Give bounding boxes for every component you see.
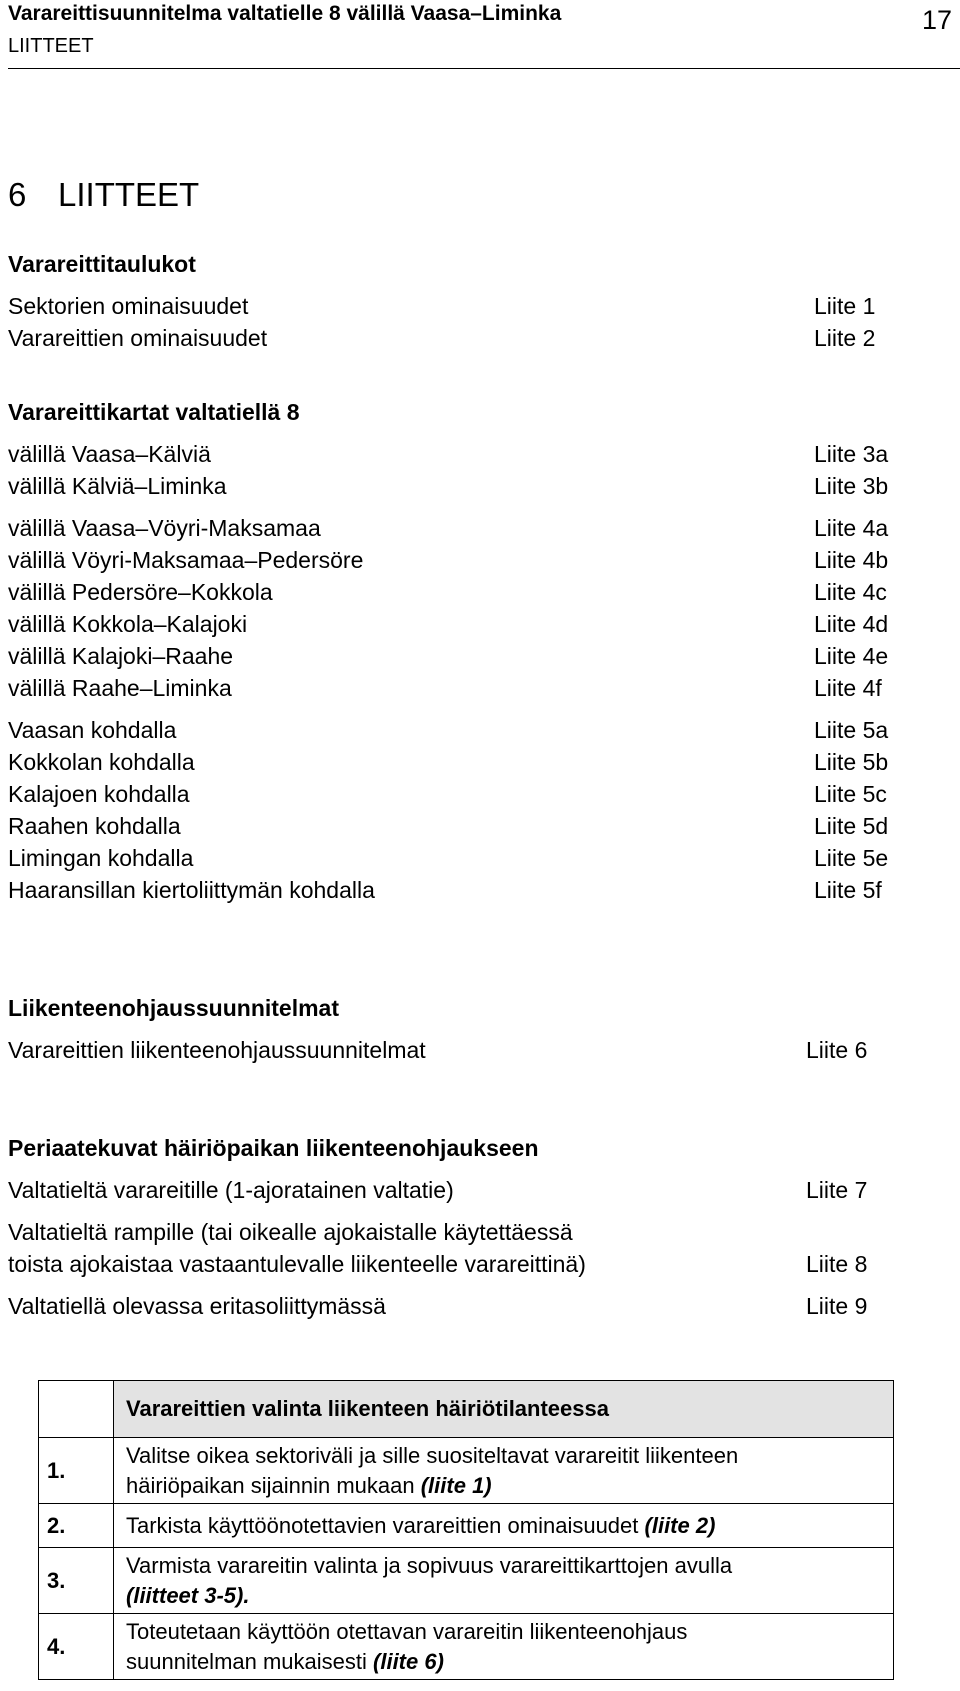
- appendix-label: Raahen kohdalla: [8, 813, 181, 839]
- appendix-label: välillä Vöyri-Maksamaa–Pedersöre: [8, 547, 364, 573]
- appendix-label: välillä Kalajoki–Raahe: [8, 643, 234, 669]
- appendix-ref: Liite 3b: [814, 473, 889, 499]
- appendix-row: [8, 512, 892, 544]
- appendix-ref: Liite 5d: [814, 813, 889, 839]
- appendix-row: [8, 874, 892, 906]
- step-text-line: Varmista varareitin valinta ja sopivuus varareittikarttojen avulla: [126, 1552, 733, 1578]
- step-text-line: Toteutetaan käyttöön otettavan varareitin liikenteenohjaus: [126, 1618, 688, 1644]
- appendix-ref: Liite 5e: [814, 845, 889, 871]
- appendix-label: Haaransillan kiertoliittymän kohdalla: [8, 877, 375, 903]
- step-text-line: suunnitelman mukaisesti: [126, 1648, 374, 1674]
- appendix-label: välillä Vaasa–Vöyri-Maksamaa: [8, 515, 321, 541]
- appendix-ref: Liite 6: [806, 1037, 868, 1063]
- appendix-ref: Liite 5a: [814, 717, 889, 743]
- section-title: Varareittikartat valtatiellä 8: [8, 399, 300, 425]
- appendix-ref: Liite 1: [814, 293, 876, 319]
- box-heading-spacer: [39, 1381, 114, 1438]
- step-ref: (liite 6): [373, 1648, 444, 1674]
- appendix-ref: Liite 4a: [814, 515, 889, 541]
- appendix-label: Sektorien ominaisuudet: [8, 293, 249, 319]
- appendix-row: [8, 438, 892, 470]
- chapter-heading: [8, 176, 199, 214]
- maps-section: [8, 396, 892, 906]
- appendix-ref: Liite 7: [806, 1177, 868, 1203]
- box-step-row: [39, 1438, 894, 1504]
- step-number: 3.: [39, 1548, 114, 1614]
- box-heading: Varareittien valinta liikenteen häiriötilanteessa: [114, 1381, 894, 1438]
- running-header-section: LIITTEET: [8, 35, 94, 57]
- appendix-ref: Liite 4d: [814, 611, 889, 637]
- running-header-title: Varareittisuunnitelma valtatielle 8 välillä Vaasa–Liminka: [8, 2, 562, 25]
- step-text-line: Tarkista käyttöönotettavien varareittien ominaisuudet: [126, 1512, 645, 1538]
- appendix-label: välillä Kokkola–Kalajoki: [8, 611, 248, 637]
- appendix-row: [8, 470, 892, 502]
- appendix-row: [8, 1290, 892, 1322]
- appendix-label: Valtatieltä rampille (tai oikealle ajokaistalle käytettäessä: [8, 1219, 573, 1245]
- appendix-ref: Liite 5f: [814, 877, 882, 903]
- appendix-ref: Liite 2: [814, 325, 876, 351]
- appendix-label: Varareittien liikenteenohjaussuunnitelmat: [8, 1037, 426, 1063]
- appendix-row: [8, 714, 892, 746]
- box-heading-row: [39, 1381, 894, 1438]
- appendix-ref: Liite 4e: [814, 643, 889, 669]
- appendix-ref: Liite 3a: [814, 441, 889, 467]
- appendix-row: [8, 672, 892, 704]
- appendix-label: välillä Vaasa–Kälviä: [8, 441, 211, 467]
- appendix-ref: Liite 4f: [814, 675, 882, 701]
- step-text: [114, 1614, 894, 1680]
- step-ref: (liitteet 3-5).: [126, 1582, 250, 1608]
- step-text: [114, 1504, 894, 1548]
- step-number: 1.: [39, 1438, 114, 1504]
- appendix-row: [8, 778, 892, 810]
- step-text-line: Valitse oikea sektoriväli ja sille suositeltavat varareitit liikenteen: [126, 1442, 739, 1468]
- appendix-label: Kokkolan kohdalla: [8, 749, 195, 775]
- appendix-row: [8, 810, 892, 842]
- header-divider: [8, 68, 960, 69]
- appendix-row: [8, 544, 892, 576]
- step-text-line: häiriöpaikan sijainnin mukaan: [126, 1472, 421, 1498]
- appendix-row: [8, 576, 892, 608]
- appendix-row: [8, 290, 892, 322]
- appendix-label: välillä Kälviä–Liminka: [8, 473, 227, 499]
- step-text: [114, 1438, 894, 1504]
- appendix-label: Varareittien ominaisuudet: [8, 325, 268, 351]
- appendix-row: [8, 1174, 892, 1206]
- appendix-label: välillä Pedersöre–Kokkola: [8, 579, 273, 605]
- step-ref: (liite 2): [644, 1512, 716, 1538]
- appendix-label: Valtatieltä varareitille (1-ajoratainen valtatie): [8, 1177, 454, 1203]
- step-text: [114, 1548, 894, 1614]
- box-step-row: [39, 1504, 894, 1548]
- appendix-ref: Liite 4b: [814, 547, 889, 573]
- appendix-label: toista ajokaistaa vastaantulevalle liikenteelle varareittinä): [8, 1251, 586, 1277]
- traffic-plans-section: [8, 992, 892, 1066]
- box-step-row: [39, 1548, 894, 1614]
- appendix-label: Limingan kohdalla: [8, 845, 194, 871]
- appendix-row: [8, 322, 892, 354]
- appendix-row: [8, 1248, 892, 1280]
- appendix-row: [8, 608, 892, 640]
- appendix-ref: Liite 8: [806, 1251, 868, 1277]
- page-number: 17: [921, 5, 952, 35]
- appendix-ref: Liite 4c: [814, 579, 887, 605]
- appendix-row-line-1: [8, 1216, 892, 1248]
- tables-section: [8, 248, 892, 354]
- appendix-ref: Liite 5b: [814, 749, 889, 775]
- appendix-label: Valtatiellä olevassa eritasoliittymässä: [8, 1293, 386, 1319]
- appendix-ref: Liite 5c: [814, 781, 887, 807]
- chapter-title: LIITTEET: [58, 176, 200, 213]
- appendix-label: Vaasan kohdalla: [8, 717, 177, 743]
- box-step-row: [39, 1614, 894, 1680]
- principle-drawings-section: [8, 1132, 892, 1322]
- step-ref: (liite 1): [420, 1472, 492, 1498]
- step-number: 4.: [39, 1614, 114, 1680]
- appendix-row: [8, 1034, 892, 1066]
- appendix-row: [8, 746, 892, 778]
- appendix-ref: Liite 9: [806, 1293, 868, 1319]
- route-selection-box: [38, 1380, 894, 1680]
- section-title: Liikenteenohjaussuunnitelmat: [8, 995, 339, 1021]
- appendix-row: [8, 640, 892, 672]
- step-number: 2.: [39, 1504, 114, 1548]
- section-title: Periaatekuvat häiriöpaikan liikenteenohjaukseen: [8, 1135, 539, 1161]
- chapter-number: 6: [8, 176, 27, 213]
- section-title: Varareittitaulukot: [8, 251, 196, 277]
- appendix-label: Kalajoen kohdalla: [8, 781, 190, 807]
- appendix-row: [8, 842, 892, 874]
- appendix-label: välillä Raahe–Liminka: [8, 675, 232, 701]
